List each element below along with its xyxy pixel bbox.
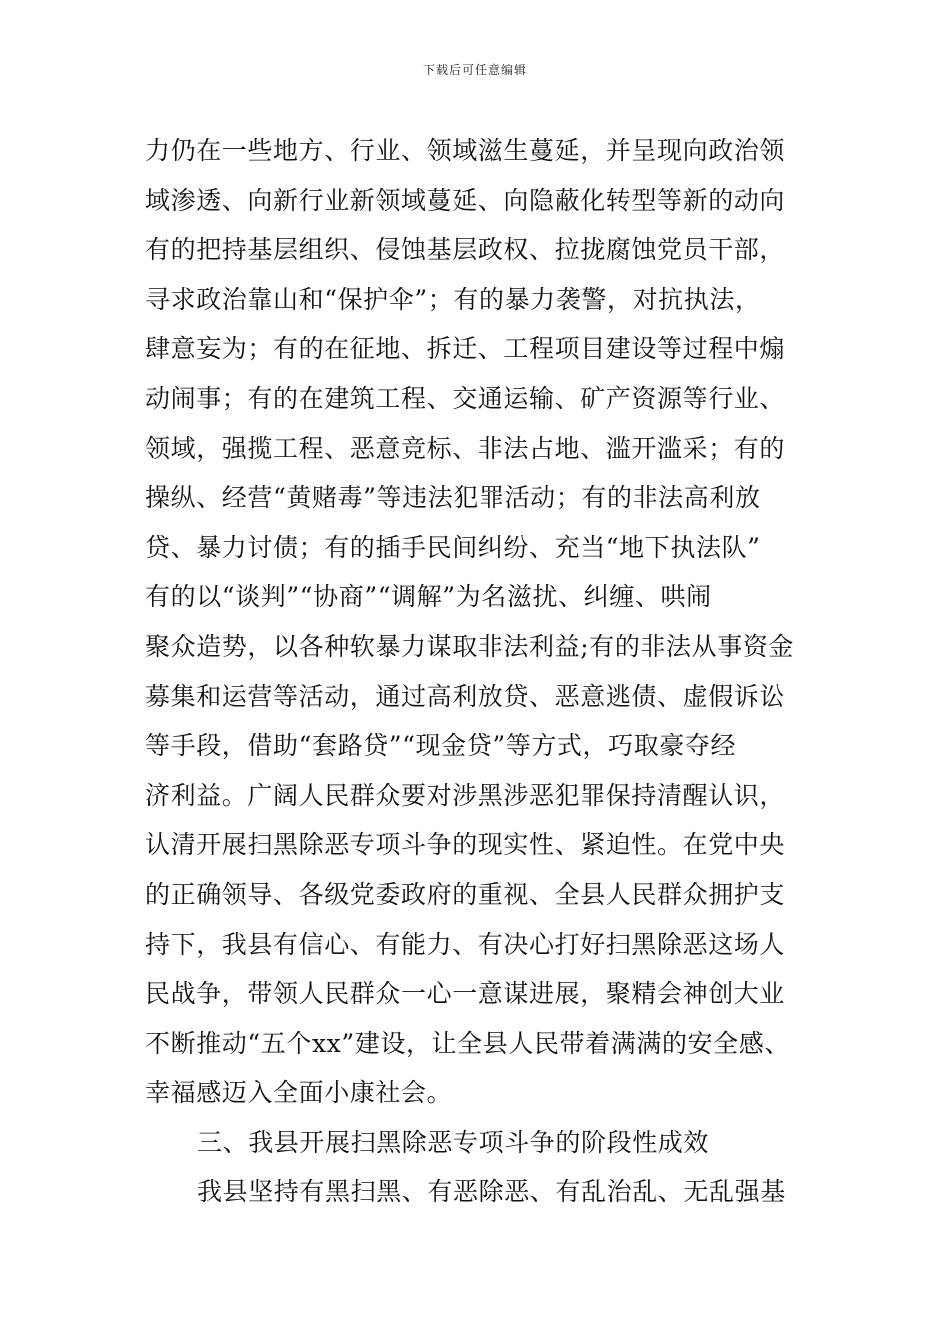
text-line: 动闹事；有的在建筑工程、交通运输、矿产资源等行业、 xyxy=(145,383,786,413)
text-line: 域渗透、向新行业新领域蔓延、向隐蔽化转型等新的动向 xyxy=(145,185,786,215)
text-line: 有的以“谈判”“协商”“调解”为名滋扰、纠缠、哄闹 xyxy=(145,582,712,612)
text-line: 操纵、经营“黄赌毒”等违法犯罪活动；有的非法高利放 xyxy=(145,483,761,513)
text-line: 寻求政治靠山和“保护伞”；有的暴力袭警，对抗执法， xyxy=(145,284,761,314)
text-line: 肆意妄为；有的在征地、拆迁、工程项目建设等过程中煽 xyxy=(145,334,786,364)
text-line: 持下，我县有信心、有能力、有决心打好扫黑除恶这场人 xyxy=(145,929,786,959)
text-line: 力仍在一些地方、行业、领域滋生蔓延，并呈现向政治领 xyxy=(145,136,786,165)
text-line: 认清开展扫黑除恶专项斗争的现实性、紧迫性。在党中央 xyxy=(145,830,786,860)
text-line: 等手段，借助“套路贷”“现金贷”等方式，巧取豪夺经 xyxy=(145,731,737,761)
text-line: 聚众造势，以各种软暴力谋取非法利益;有的非法从事资金 xyxy=(145,631,795,661)
body-text xyxy=(145,126,845,1217)
text-line: 的正确领导、各级党委政府的重视、全县人民群众拥护支 xyxy=(145,879,786,909)
text-line: 济利益。广阔人民群众要对涉黑涉恶犯罪保持清醒认识， xyxy=(145,780,786,810)
section-heading: 三、我县开展扫黑除恶专项斗争的阶段性成效 xyxy=(197,1127,710,1157)
text-line: 募集和运营等活动，通过高利放贷、恶意逃债、虚假诉讼 xyxy=(145,681,786,711)
text-line: 领域，强揽工程、恶意竞标、非法占地、滥开滥采；有的 xyxy=(145,433,786,463)
text-line: 有的把持基层组织、侵蚀基层政权、拉拢腐蚀党员干部， xyxy=(145,235,786,265)
paragraph-start-line: 我县坚持有黑扫黑、有恶除恶、有乱治乱、无乱强基 xyxy=(197,1177,786,1207)
text-line: 幸福感迈入全面小康社会。 xyxy=(145,1078,453,1108)
page-header-note: 下载后可任意编辑 xyxy=(422,63,527,77)
text-line: 民战争，带领人民群众一心一意谋进展，聚精会神创大业 xyxy=(145,979,786,1009)
text-line: 贷、暴力讨债；有的插手民间纠纷、充当“地下执法队” xyxy=(145,532,761,562)
text-line: 不断推动“五个xx”建设，让全县人民带着满满的安全感、 xyxy=(145,1028,790,1058)
